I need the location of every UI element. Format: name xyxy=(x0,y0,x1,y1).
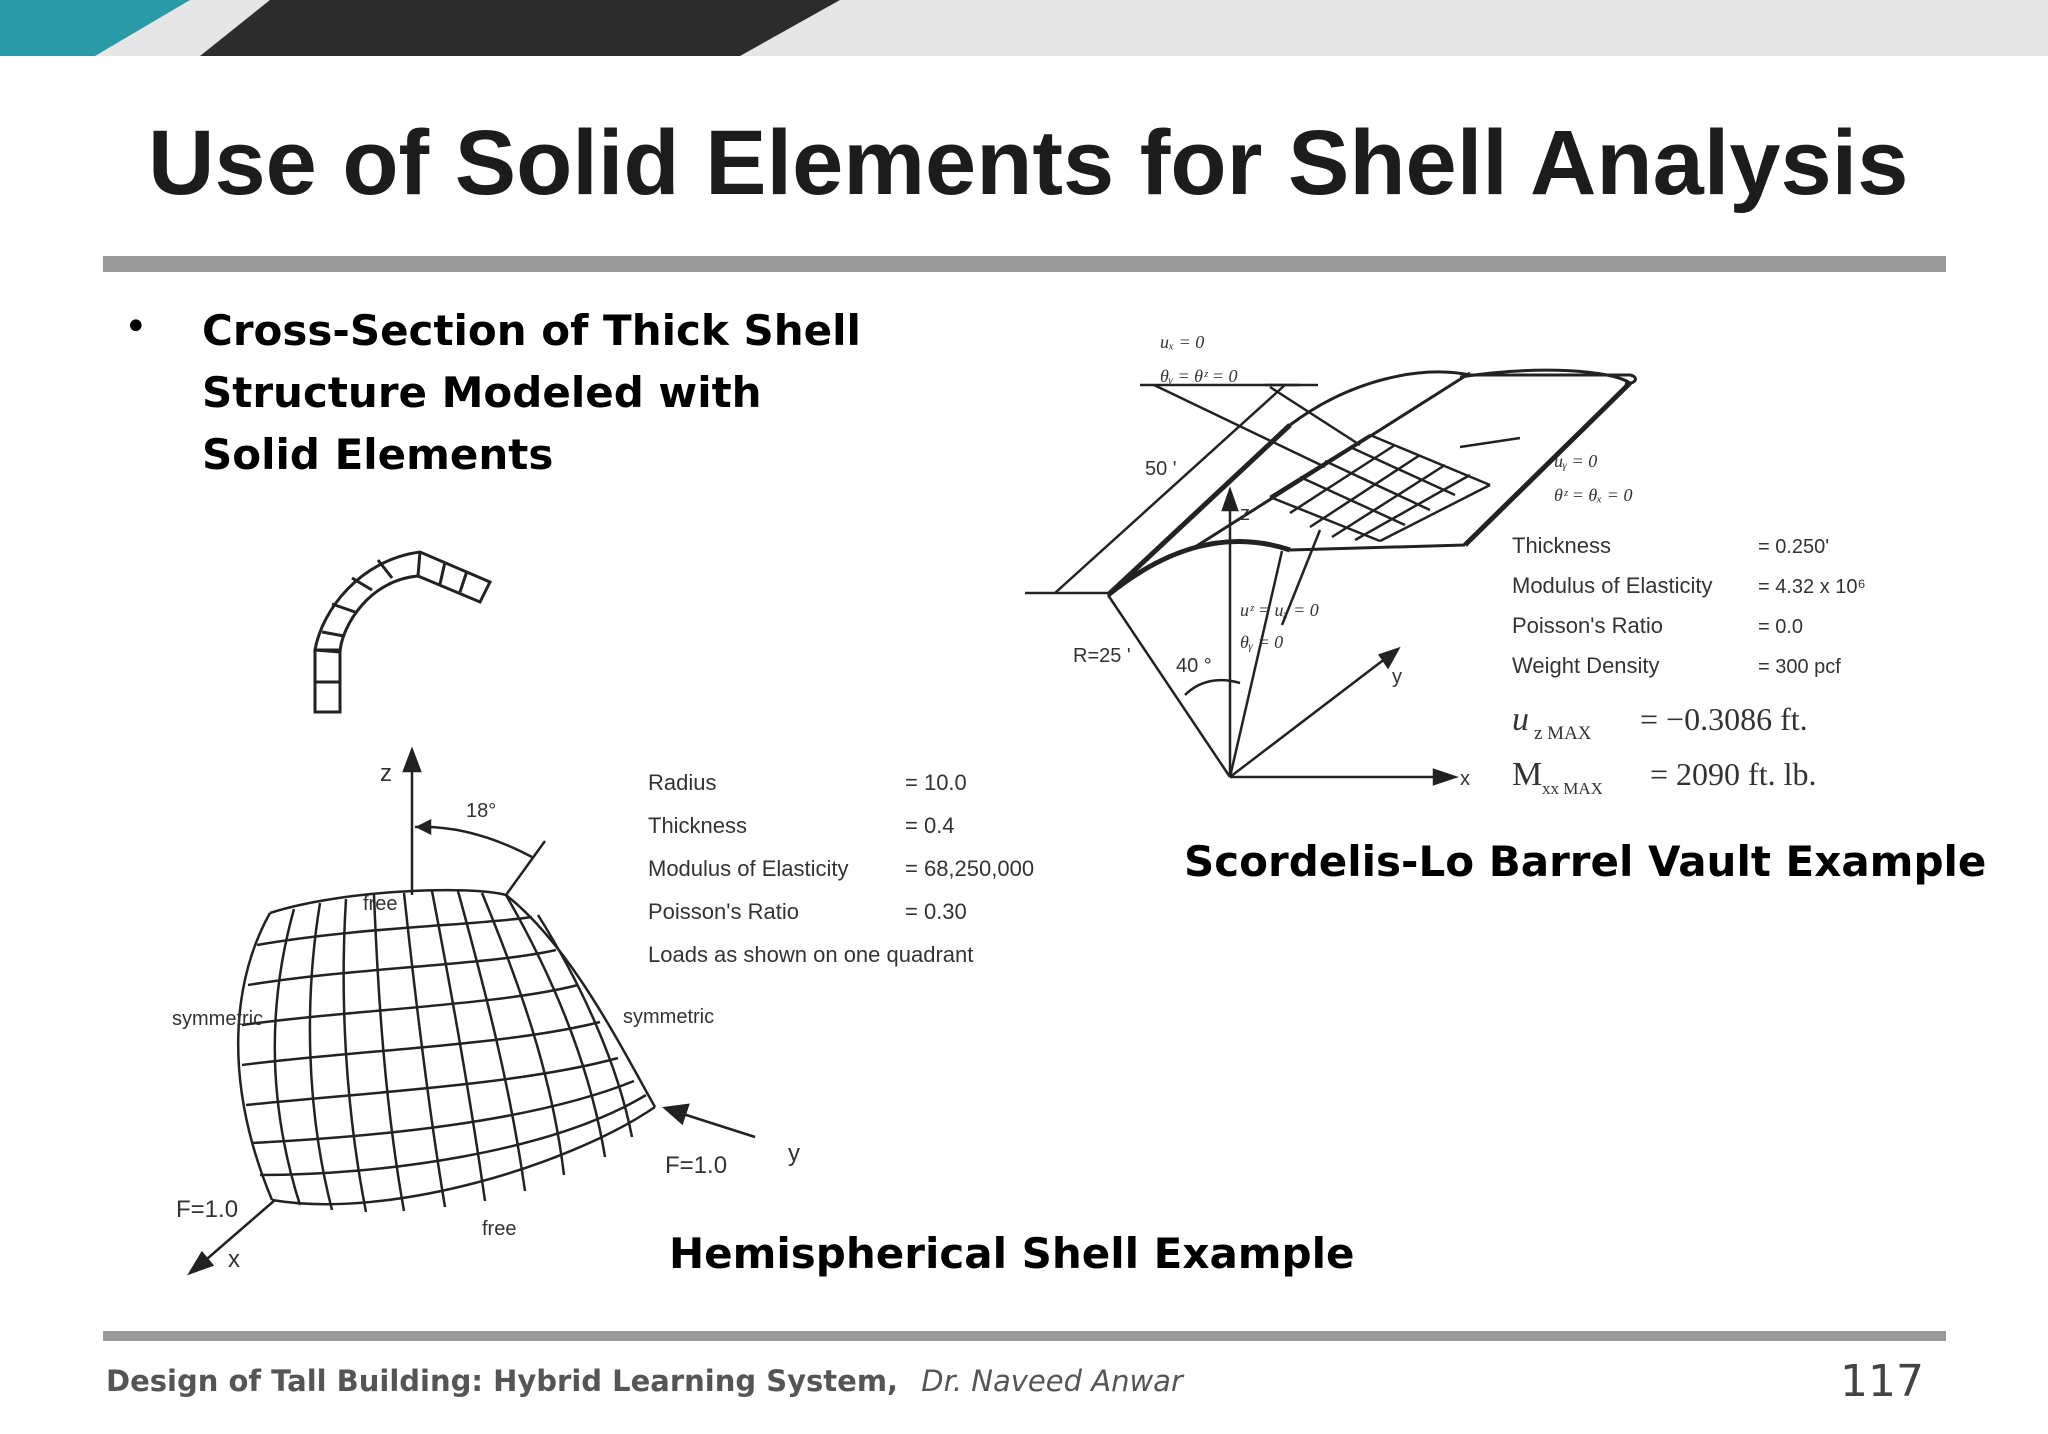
vault-length-label: 50 ' xyxy=(1145,458,1177,480)
vault-radius-label: R=25 ' xyxy=(1073,645,1131,667)
vault-prop-value: = 0.0 xyxy=(1758,616,1804,638)
vault-axis-y: y xyxy=(1392,666,1402,688)
footer-author: Dr. Naveed Anwar xyxy=(921,1364,1183,1398)
vault-bc-right-1: uᵧ = 0 xyxy=(1554,451,1598,471)
bullet-icon: • xyxy=(124,304,148,350)
hemi-free-bottom: free xyxy=(482,1218,517,1240)
vault-prop-label: Thickness xyxy=(1512,533,1612,558)
vault-bc-mid-1: uᶻ = uₓ = 0 xyxy=(1240,600,1319,620)
vault-angle-label: 40 ° xyxy=(1176,655,1212,677)
footer xyxy=(106,1364,1183,1398)
top-banner xyxy=(0,0,2048,56)
hemi-prop-value: = 10.0 xyxy=(905,770,967,795)
hemi-free-top: free xyxy=(363,893,398,915)
hemi-prop-value: = 0.30 xyxy=(905,899,967,924)
vault-properties xyxy=(1512,525,1912,798)
hemi-prop-value: = 68,250,000 xyxy=(905,856,1035,881)
hemi-prop-label: Thickness xyxy=(648,813,748,838)
vault-bc-right-2: θᶻ = θₓ = 0 xyxy=(1554,485,1633,505)
vault-prop-label: Weight Density xyxy=(1512,653,1660,678)
page-number: 117 xyxy=(1840,1356,1924,1407)
hemisphere-properties xyxy=(648,765,1068,965)
vault-prop-value: = 0.250' xyxy=(1758,536,1830,558)
hemi-prop-label: Radius xyxy=(648,770,717,795)
hemi-prop-value: = 0.4 xyxy=(905,813,955,838)
hemi-axis-y: y xyxy=(788,1140,800,1167)
vault-result-symbol: u xyxy=(1512,701,1529,738)
vault-axis-z: z xyxy=(1240,503,1250,525)
vault-caption: Scordelis-Lo Barrel Vault Example xyxy=(1184,837,1987,886)
vault-result-value: = 2090 ft. lb. xyxy=(1650,756,1817,792)
hemi-symmetric-right: symmetric xyxy=(623,1006,715,1028)
hemi-axis-x: x xyxy=(228,1246,240,1273)
hemi-angle-label: 18° xyxy=(466,800,497,822)
vault-result-sub: z MAX xyxy=(1534,723,1592,744)
cross-section-sketch xyxy=(300,540,600,730)
bullet-text: Cross-Section of Thick Shell Structure Modeled with Solid Elements xyxy=(202,306,861,479)
vault-prop-value: = 300 pcf xyxy=(1758,656,1841,678)
vault-prop-value: = 4.32 x 10⁶ xyxy=(1758,576,1866,598)
vault-result-symbol: M xyxy=(1512,756,1543,793)
slide-title: Use of Solid Elements for Shell Analysis xyxy=(148,112,1909,214)
hemisphere-caption: Hemispherical Shell Example xyxy=(669,1229,1355,1278)
hemi-force-y: F=1.0 xyxy=(665,1152,728,1179)
vault-prop-label: Modulus of Elasticity xyxy=(1512,573,1713,598)
hemi-prop-label: Poisson's Ratio xyxy=(648,899,799,924)
vault-axis-x: x xyxy=(1460,768,1470,790)
vault-result-sub: xx MAX xyxy=(1542,779,1603,798)
hemi-loads-note: Loads as shown on one quadrant xyxy=(648,942,974,967)
footer-divider xyxy=(103,1331,1946,1341)
hemi-force-x: F=1.0 xyxy=(176,1196,239,1223)
vault-bc-top-1: uₓ = 0 xyxy=(1160,332,1205,352)
vault-prop-label: Poisson's Ratio xyxy=(1512,613,1663,638)
hemi-axis-z: z xyxy=(380,760,392,787)
footer-course: Design of Tall Building: Hybrid Learning System, xyxy=(106,1364,899,1398)
title-divider xyxy=(103,256,1946,272)
vault-bc-mid-2: θᵧ = 0 xyxy=(1240,632,1284,652)
hemi-prop-label: Modulus of Elasticity xyxy=(648,856,849,881)
hemi-symmetric-left: symmetric xyxy=(172,1008,264,1030)
vault-bc-top-2: θᵧ = θᶻ = 0 xyxy=(1160,366,1238,386)
vault-result-value: = −0.3086 ft. xyxy=(1640,701,1808,737)
